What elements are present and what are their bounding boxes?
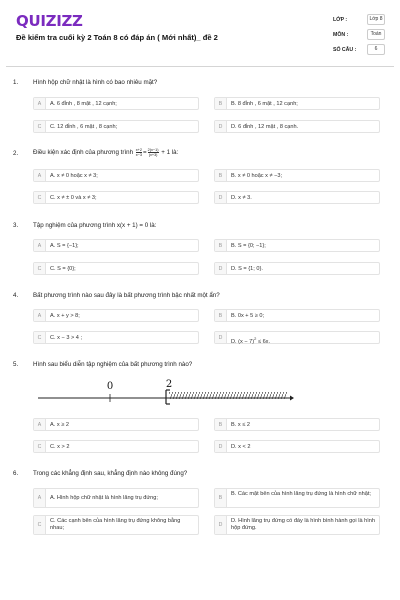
quizizz-logo: QUIZIZZ: [16, 12, 83, 30]
option-letter: B: [215, 489, 227, 507]
option-a[interactable]: [33, 169, 199, 182]
option-text: C. x > 2: [50, 444, 70, 450]
option-text: D. S = {1; 0}.: [231, 266, 263, 272]
question-number: 3.: [13, 222, 19, 229]
option-text: [231, 335, 375, 346]
option-text-tail: ≤ 6x.: [256, 338, 271, 345]
meta-subject-key: MÔN :: [333, 32, 349, 38]
option-text: A. 6 đỉnh , 8 mặt , 12 cạnh;: [50, 101, 117, 107]
exponent: 2: [254, 336, 257, 341]
meta-class-key: LỚP :: [333, 17, 348, 23]
option-text: B. S = {0; −1};: [231, 243, 266, 249]
option-letter: C: [34, 332, 46, 343]
fraction-numerator: 2(x−1): [147, 148, 159, 152]
option-letter: B: [215, 419, 227, 430]
option-b[interactable]: [214, 418, 380, 431]
meta-class-value: Lớp 8: [367, 14, 385, 25]
option-letter: D: [215, 516, 227, 534]
fraction-lhs: [136, 148, 142, 157]
number-line-arrow: [290, 396, 294, 401]
meta-subject-value: Toán: [367, 29, 385, 40]
option-text: C. Các cạnh bên của hình lăng trụ đứng không bằng nhau;: [50, 518, 181, 531]
option-text: B. 0x + 5 ≥ 0;: [231, 313, 265, 319]
meta-count-key: SỐ CÂU :: [333, 47, 357, 53]
header-divider: [6, 66, 394, 67]
option-a[interactable]: [33, 239, 199, 252]
option-d[interactable]: [214, 331, 380, 344]
question-text: Hình hộp chữ nhật là hình có bao nhiêu mặt?: [33, 79, 158, 86]
option-letter: C: [34, 441, 46, 452]
option-letter: B: [215, 240, 227, 251]
equation-equals: =: [143, 149, 147, 157]
option-text: D. Hình lăng trụ đứng có đáy là hình bình hành gọi là hình hộp đứng.: [231, 518, 375, 531]
option-text: C. S = {0};: [50, 266, 76, 272]
option-text: C. x − 3 > 4 ;: [50, 335, 83, 341]
option-letter: A: [34, 310, 46, 321]
option-letter: D: [215, 192, 227, 203]
fraction-rhs: [148, 148, 159, 157]
option-text: A. S = {−1};: [50, 243, 79, 249]
option-text: C. x ≠ ± 0 và x ≠ 3;: [50, 195, 97, 201]
question-number: 2.: [13, 150, 19, 157]
fraction-numerator: x+2: [135, 148, 143, 152]
option-c[interactable]: [33, 120, 199, 133]
option-text: A. x ≥ 2: [50, 422, 69, 428]
number-line-figure: [34, 378, 294, 408]
option-letter: B: [215, 98, 227, 109]
option-text: C. 12 đỉnh , 6 mặt , 8 cạnh;: [50, 124, 118, 130]
question-text-before: Điều kiện xác định của phương trình: [33, 149, 134, 157]
option-b[interactable]: [214, 309, 380, 322]
option-c[interactable]: [33, 191, 199, 204]
equation-tail: + 1: [161, 149, 171, 157]
option-text: D. x < 2: [231, 444, 251, 450]
option-c[interactable]: [33, 331, 199, 344]
fraction-denominator: (x+3): [148, 153, 158, 157]
option-letter: D: [215, 441, 227, 452]
worksheet-header: [0, 0, 400, 62]
option-letter: B: [215, 310, 227, 321]
question-number: 1.: [13, 79, 19, 86]
option-text: B. x ≠ 0 hoặc x ≠ −3;: [231, 173, 283, 179]
option-letter: A: [34, 240, 46, 251]
option-text: A. x ≠ 0 hoặc x ≠ 3;: [50, 173, 98, 179]
option-letter: D: [215, 121, 227, 132]
option-text: A. Hình hộp chữ nhật là hình lăng trụ đứng;: [50, 495, 158, 501]
question-text: Bất phương trình nào sau đây là bất phương trình bậc nhất một ẩn?: [33, 292, 220, 299]
excluded-region-hatch: [169, 392, 287, 399]
option-d[interactable]: [214, 262, 380, 275]
label-two: 2: [165, 379, 173, 390]
option-d[interactable]: [214, 191, 380, 204]
option-d[interactable]: [214, 515, 380, 535]
option-a[interactable]: [33, 418, 199, 431]
option-text: D. x ≠ 3.: [231, 195, 252, 201]
question-text: [33, 148, 178, 157]
question-text: Trong các khẳng định sau, khẳng định nào không đúng?: [33, 470, 188, 477]
question-number: 6.: [13, 470, 19, 477]
worksheet-title: Đề kiểm tra cuối kỳ 2 Toán 8 có đáp án ( Mới nhất)_ đề 2: [16, 33, 218, 42]
fraction-denominator: x−3: [135, 153, 143, 157]
option-letter: D: [215, 332, 227, 343]
option-text: A. x + y > 8;: [50, 313, 80, 319]
option-c[interactable]: [33, 515, 199, 535]
option-text: D. 6 đỉnh , 12 mặt , 8 cạnh.: [231, 124, 299, 130]
option-letter: A: [34, 419, 46, 430]
option-letter: A: [34, 98, 46, 109]
option-b[interactable]: [214, 97, 380, 110]
option-d[interactable]: [214, 440, 380, 453]
question-text: Tập nghiệm của phương trình x(x + 1) = 0 là:: [33, 222, 157, 229]
option-text: B. 8 đỉnh , 6 mặt , 12 cạnh;: [231, 101, 298, 107]
option-letter: A: [34, 170, 46, 181]
option-letter: D: [215, 263, 227, 274]
option-b[interactable]: [214, 169, 380, 182]
question-text-after: là:: [171, 149, 179, 157]
label-zero: 0: [106, 381, 114, 392]
meta-count-value: 6: [367, 44, 385, 55]
option-text-main: D. (x − 7): [231, 338, 255, 345]
option-letter: B: [215, 170, 227, 181]
option-b[interactable]: [214, 239, 380, 252]
option-c[interactable]: [33, 262, 199, 275]
option-d[interactable]: [214, 120, 380, 133]
option-b[interactable]: [214, 488, 380, 508]
option-letter: C: [34, 516, 46, 534]
option-a[interactable]: [33, 97, 199, 110]
question-number: 4.: [13, 292, 19, 299]
option-letter: A: [34, 489, 46, 507]
option-a[interactable]: [33, 488, 199, 508]
question-text: Hình sau biểu diễn tập nghiệm của bất phương trình nào?: [33, 361, 193, 368]
option-letter: C: [34, 263, 46, 274]
option-text: B. Các mặt bên của hình lăng trụ đứng là hình chữ nhật;: [231, 491, 371, 497]
option-text: B. x ≤ 2: [231, 422, 250, 428]
option-c[interactable]: [33, 440, 199, 453]
option-a[interactable]: [33, 309, 199, 322]
question-number: 5.: [13, 361, 19, 368]
option-letter: C: [34, 192, 46, 203]
option-letter: C: [34, 121, 46, 132]
